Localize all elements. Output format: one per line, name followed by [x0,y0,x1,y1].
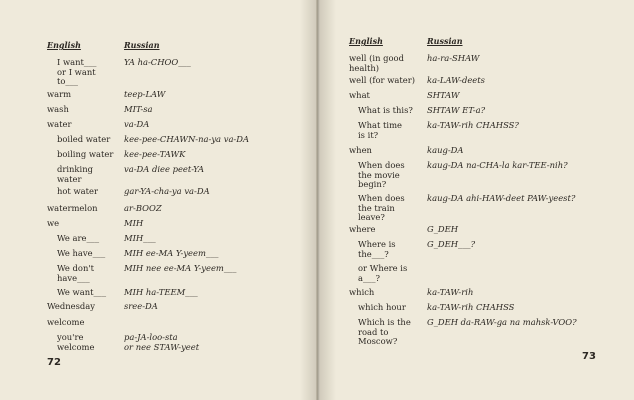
english-term: what [349,90,370,100]
english-term: watermelon [47,203,98,213]
russian-transliteration: kaug-DA ahi-HAW-deet PAW-yeest? [427,193,576,203]
english-term: which hour [358,302,406,312]
english-term: We don't have___ [57,263,95,283]
russian-transliteration: YA ha-CHOO___ [124,57,191,67]
russian-transliteration: MIH nee ee-MA Y-yeem___ [124,263,237,273]
english-term: When does the movie begin? [358,160,405,189]
english-term: we [47,218,60,228]
english-term: What is this? [358,105,413,115]
russian-transliteration: ka-TAW-rih [427,287,474,297]
russian-transliteration: MIH ee-MA Y-yeem___ [124,248,219,258]
russian-transliteration: ar-BOOZ [124,203,162,213]
russian-transliteration: va-DA [124,119,150,129]
english-term: welcome [47,317,85,327]
page-number: 73 [582,351,596,362]
russian-transliteration: va-DA diee peet-YA [124,164,205,174]
russian-transliteration: SHTAW [427,90,460,100]
english-term: where [349,224,376,234]
russian-transliteration: MIT-sa [124,104,153,114]
english-term: What time is it? [358,120,402,140]
english-term: warm [47,89,72,99]
english-term: Which is the road to Moscow? [358,317,411,346]
russian-transliteration: ha-ra-SHAW [427,53,480,63]
english-term: We are___ [57,233,100,243]
russian-transliteration: kee-pee-TAWK [124,149,186,159]
english-term: or Where is a___? [358,263,408,283]
english-term: well (for water) [349,75,415,85]
russian-transliteration: G_DEH da-RAW-ga na mahsk-VOO? [427,317,577,327]
russian-transliteration: gar-YA-cha-ya va-DA [124,186,210,196]
book-gutter [300,0,336,400]
russian-transliteration: teep-LAW [124,89,166,99]
russian-transliteration: G_DEH [427,224,459,234]
page-number: 72 [47,357,61,368]
english-term: wash [47,104,69,114]
english-term: which [349,287,375,297]
english-term: We want___ [57,287,107,297]
english-column-header: English [349,36,383,46]
english-term: Wednesday [47,301,95,311]
russian-column-header: Russian [427,36,463,46]
english-term: Where is the___? [358,239,396,259]
russian-transliteration: MIH [124,218,144,228]
english-term: boiled water [57,134,111,144]
english-term: boiling water [57,149,114,159]
russian-transliteration: kaug-DA na-CHA-la kar-TEE-nih? [427,160,568,170]
right-page [318,0,634,400]
english-term: water [47,119,72,129]
english-term: when [349,145,372,155]
russian-transliteration: ka-LAW-deets [427,75,485,85]
left-page [0,0,316,400]
russian-transliteration: MIH ha-TEEM___ [124,287,198,297]
russian-transliteration: MIH___ [124,233,156,243]
russian-column-header: Russian [124,40,160,50]
russian-transliteration: SHTAW ET-a? [427,105,486,115]
english-term: well (in good health) [349,53,404,73]
english-term: We have___ [57,248,106,258]
english-term: I want___ or I want to___ [57,57,97,86]
english-column-header: English [47,40,81,50]
english-term: hot water [57,186,98,196]
english-term: When does the train leave? [358,193,405,222]
russian-transliteration: pa-JA-loo-sta or nee STAW-yeet [124,332,200,352]
russian-transliteration: sree-DA [124,301,158,311]
russian-transliteration: ka-TAW-rih CHAHSS? [427,120,519,130]
russian-transliteration: kee-pee-CHAWN-na-ya va-DA [124,134,250,144]
russian-transliteration: ka-TAW-rih CHAHSS [427,302,515,312]
russian-transliteration: kaug-DA [427,145,464,155]
english-term: you're welcome [57,332,95,352]
english-term: drinking water [57,164,93,184]
russian-transliteration: G_DEH___? [427,239,476,249]
